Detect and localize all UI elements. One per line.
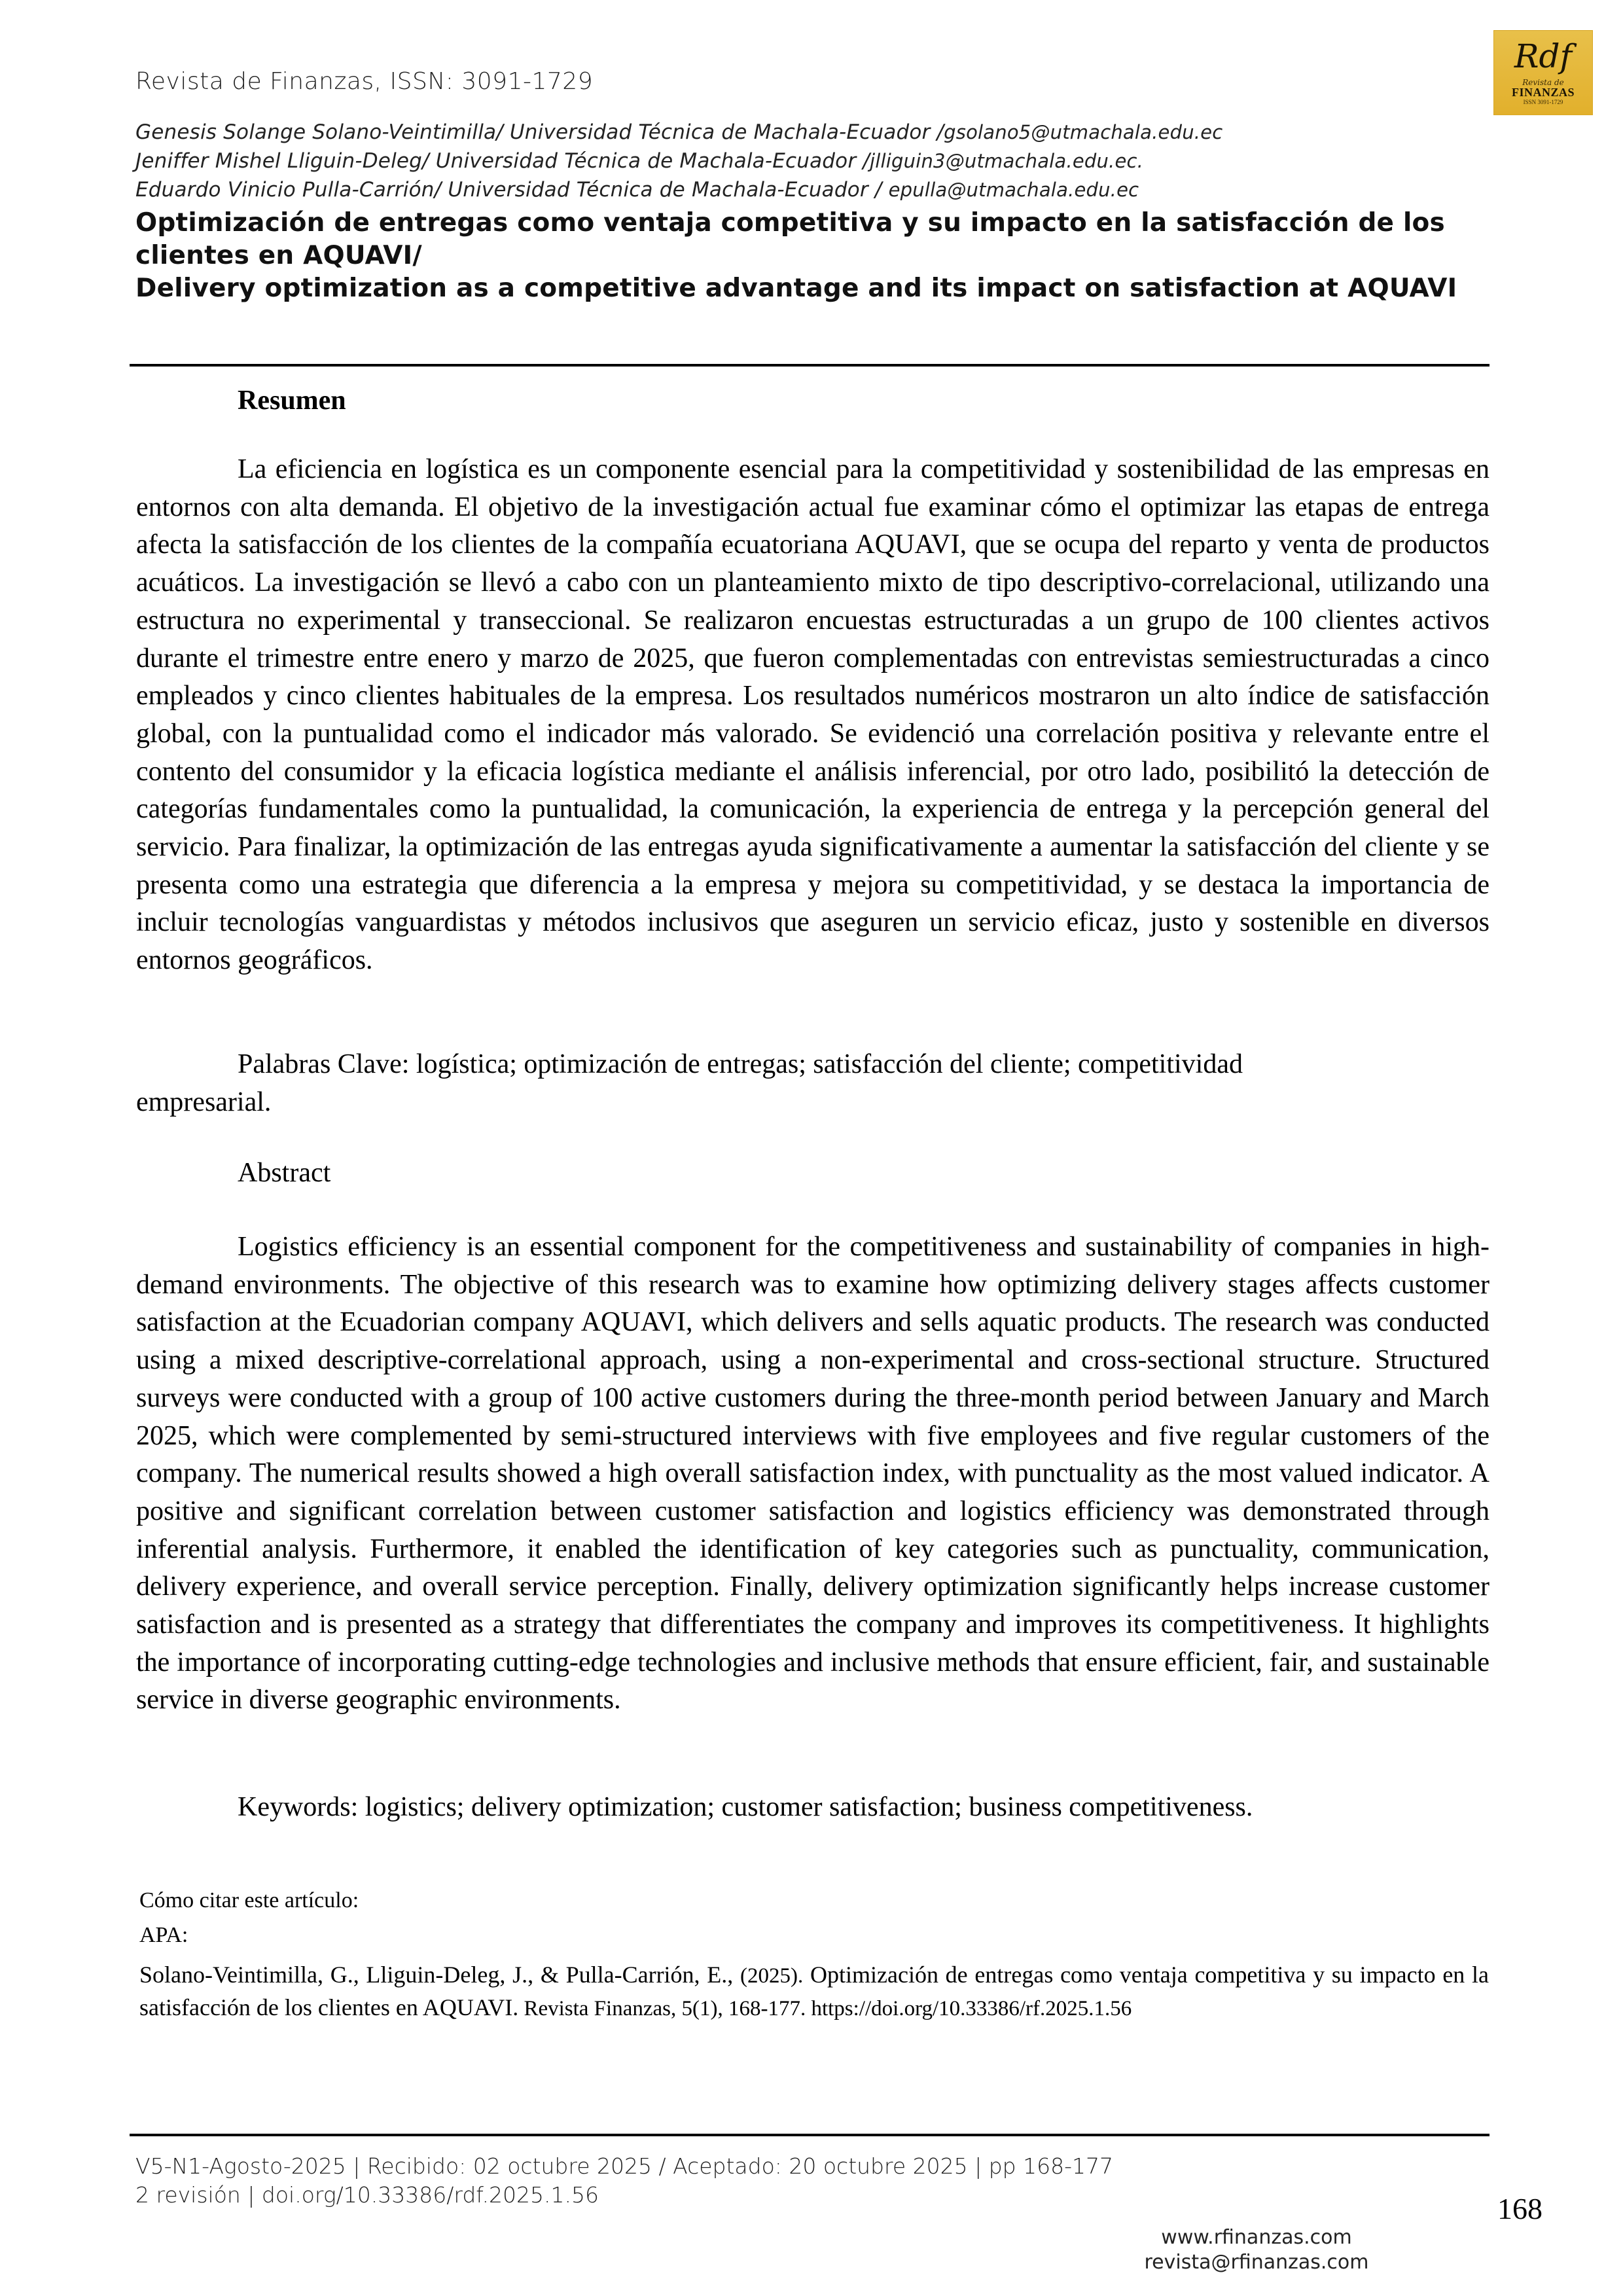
logo-monogram: Rdf	[1514, 37, 1573, 75]
page-number: 168	[1497, 2192, 1543, 2225]
palabras-clave: Palabras Clave: logística; optimización de entregas; satisfacción del cliente; competitividad	[238, 1049, 1243, 1079]
author-affiliation: Jeniffer Mishel Lliguin-Deleg/ Universidad Técnica de Machala-Ecuador /	[135, 149, 870, 173]
citation-year: (2025).	[740, 1964, 804, 1988]
author-line	[135, 178, 1139, 202]
footer-doi[interactable]: 2 revisión | doi.org/10.33386/rdf.2025.1.56	[135, 2182, 599, 2208]
citation-title: Optimización de entregas como ventaja competitiva y su impacto en la satisfacción de los clientes en AQUAVI.	[139, 1962, 1489, 2020]
author-email[interactable]: jlliguin3@utmachala.edu.ec.	[870, 150, 1144, 172]
citation-label: Cómo citar este artículo:	[139, 1888, 359, 1912]
abstract-heading: Abstract	[238, 1158, 331, 1188]
palabras-clave-cont: empresarial.	[136, 1087, 272, 1117]
header-divider	[130, 364, 1489, 367]
logo-line-2: FINANZAS	[1511, 86, 1575, 99]
author-email[interactable]: gsolano5@utmachala.edu.ec	[944, 121, 1223, 143]
author-line	[135, 120, 1222, 144]
citation-authors: Solano-Veintimilla, G., Lliguin-Deleg, J., & Pulla-Carrión, E.,	[139, 1962, 741, 1988]
author-affiliation: Eduardo Vinicio Pulla-Carrión/ Universidad Técnica de Machala-Ecuador /	[135, 178, 889, 202]
article-title-es: Optimización de entregas como ventaja competitiva y su impacto en la satisfacción de los	[135, 208, 1445, 238]
article-title-en: Delivery optimization as a competitive advantage and its impact on satisfaction at AQUAVI	[135, 274, 1457, 303]
logo-issn: ISSN 3091-1729	[1523, 99, 1563, 105]
resumen-body: La eficiencia en logística es un componente esencial para la competitividad y sostenibilidad de las empresas en entornos con alta demanda. El objetivo de la investigación actual fue examinar cómo el optimizar las etapas de entrega afecta la satisfacción de los clientes de la compañía ecuatoriana AQUAVI, que se ocupa del reparto y venta de productos acuáticos. La investigación se llevó a cabo con un planteamiento mixto de tipo descriptivo-correlacional, utilizando una estructura no experimental y transeccional. Se realizaron encuestas estructuradas a un grupo de 100 clientes activos durante el trimestre entre enero y marzo de 2025, que fueron complementadas con entrevistas semiestructuradas a cinco empleados y cinco clientes habituales de la empresa. Los resultados numéricos mostraron un alto índice de satisfacción global, con la puntualidad como el indicador más valorado. Se evidenció una correlación positiva y relevante entre el contento del consumidor y la eficacia logística mediante el análisis inferencial, por otro lado, posibilitó la detección de categorías fundamentales como la puntualidad, la comunicación, la experiencia de entrega y la percepción general del servicio. Para finalizar, la optimización de las entregas ayuda significativamente a aumentar la satisfacción del cliente y se presenta como una estrategia que diferencia a la empresa y mejora su competitividad, y se destaca la importancia de incluir tecnologías vanguardistas y métodos inclusivos que aseguren un servicio eficaz, justo y sostenible en diversos entornos geográficos.	[136, 454, 1489, 976]
journal-header: Revista de Finanzas, ISSN: 3091-1729	[135, 68, 594, 95]
author-affiliation: Genesis Solange Solano-Veintimilla/ Universidad Técnica de Machala-Ecuador /	[135, 120, 944, 144]
citation-source-doi[interactable]: Revista Finanzas, 5(1), 168-177. https://doi.org/10.33386/rf.2025.1.56	[518, 1997, 1132, 2020]
author-line	[135, 149, 1143, 173]
abstract-body: Logistics efficiency is an essential component for the competitiveness and sustainability of companies in high-demand environments. The objective of this research was to examine how optimizing delivery stages affects customer satisfaction at the Ecuadorian company AQUAVI, which delivers and sells aquatic products. The research was conducted using a mixed descriptive-correlational approach, using a non-experimental and cross-sectional structure. Structured surveys were conducted with a group of 100 active customers during the three-month period between January and March 2025, which were complemented by semi-structured interviews with five employees and five regular customers of the company. The numerical results showed a high overall satisfaction index, with punctuality as the most valued indicator. A positive and significant correlation between customer satisfaction and logistics efficiency was demonstrated through inferential analysis. Furthermore, it enabled the identification of key categories such as punctuality, communication, delivery experience, and overall service perception. Finally, delivery optimization significantly helps increase customer satisfaction and is presented as a strategy that differentiates the company and improves its competitiveness. It highlights the importance of incorporating cutting-edge technologies and inclusive methods that ensure efficient, fair, and sustainable service in diverse geographic environments.	[136, 1232, 1489, 1715]
footer-issue-dates: V5-N1-Agosto-2025 | Recibido: 02 octubre 2025 / Aceptado: 20 octubre 2025 | pp 168-177	[135, 2153, 1113, 2179]
footer-contact	[1126, 2225, 1387, 2275]
journal-logo	[1493, 30, 1593, 115]
author-email[interactable]: epulla@utmachala.edu.ec	[888, 179, 1139, 201]
citation-reference	[139, 1959, 1489, 2024]
contact-email-link[interactable]: revista@rfinanzas.com	[1144, 2251, 1369, 2274]
citation-style: APA:	[139, 1923, 188, 1947]
keywords: Keywords: logistics; delivery optimization; customer satisfaction; business competitiveness.	[238, 1792, 1253, 1822]
website-link[interactable]: www.rfinanzas.com	[1161, 2226, 1352, 2249]
footer-meta	[135, 2152, 1113, 2210]
footer-divider	[130, 2134, 1489, 2136]
logo-line-1: Revista de	[1522, 78, 1564, 87]
article-title-es-cont: clientes en AQUAVI/	[135, 241, 422, 270]
resumen-heading: Resumen	[238, 386, 346, 416]
